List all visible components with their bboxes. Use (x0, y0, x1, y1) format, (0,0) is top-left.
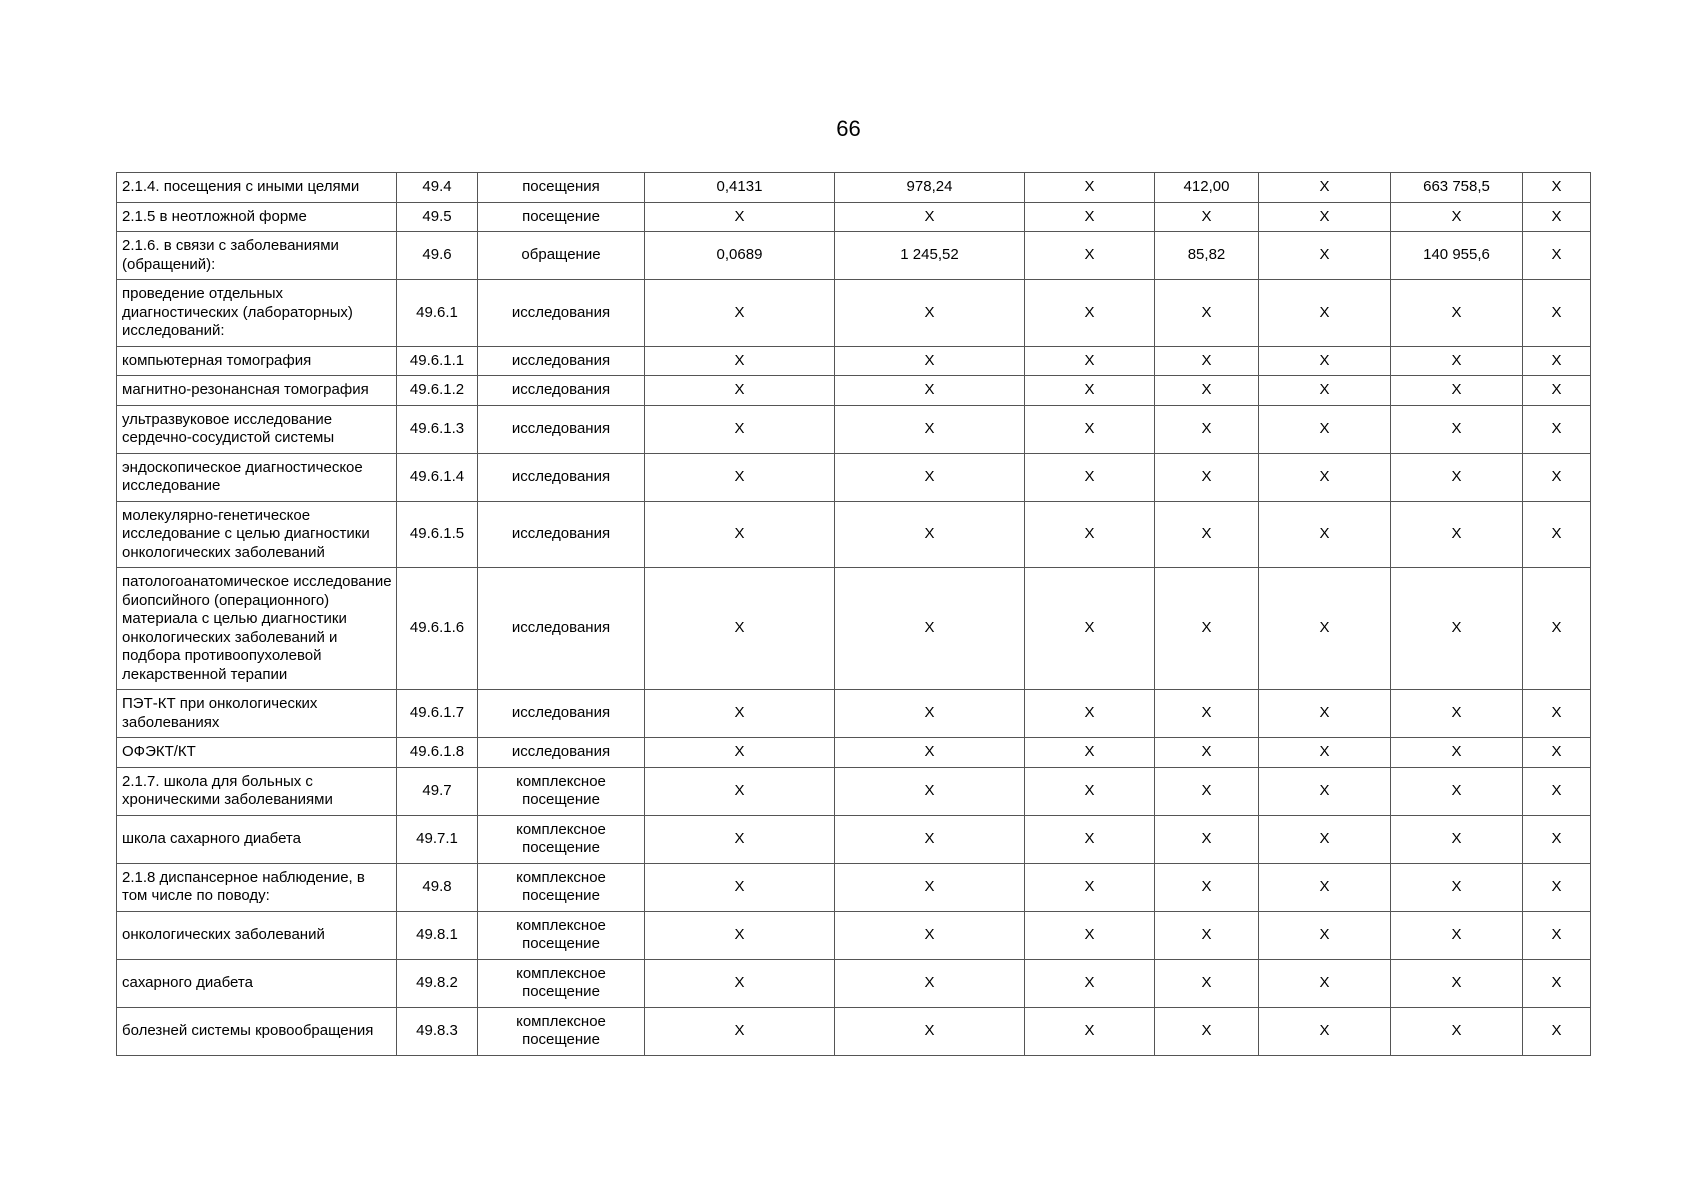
value-cell: X (1025, 767, 1155, 815)
value-cell: X (645, 863, 835, 911)
row-name-cell: молекулярно-генетическое исследование с целью диагностики онкологических заболеваний (117, 501, 397, 568)
value-cell: X (1523, 690, 1591, 738)
value-cell: X (1025, 346, 1155, 376)
row-code-cell: 49.6.1.4 (397, 453, 478, 501)
value-cell: X (1155, 959, 1259, 1007)
table-row (117, 173, 1591, 203)
value-cell: X (1259, 568, 1391, 690)
value-cell: X (645, 501, 835, 568)
value-cell: X (1025, 453, 1155, 501)
row-code-cell: 49.6.1.6 (397, 568, 478, 690)
value-cell: X (835, 280, 1025, 347)
value-cell: X (1391, 1007, 1523, 1055)
row-name-cell: патологоанатомическое исследование биопсийного (операционного) материала с целью диагностики онкологических заболеваний и подбора противоопухолевой лекарственной терапии (117, 568, 397, 690)
row-code-cell: 49.6.1 (397, 280, 478, 347)
value-cell: X (1155, 453, 1259, 501)
value-cell: X (1025, 911, 1155, 959)
table-row (117, 453, 1591, 501)
table-row (117, 959, 1591, 1007)
value-cell: X (835, 568, 1025, 690)
row-code-cell: 49.5 (397, 202, 478, 232)
value-cell: X (1155, 1007, 1259, 1055)
value-cell: X (1391, 863, 1523, 911)
value-cell: X (1259, 911, 1391, 959)
row-unit-cell: исследования (478, 280, 645, 347)
value-cell: X (645, 911, 835, 959)
value-cell: X (1523, 1007, 1591, 1055)
value-cell: X (1391, 959, 1523, 1007)
value-cell: X (1025, 232, 1155, 280)
value-cell: X (1523, 232, 1591, 280)
table-row (117, 346, 1591, 376)
table-row (117, 863, 1591, 911)
value-cell: X (1025, 202, 1155, 232)
value-cell: X (1025, 690, 1155, 738)
row-unit-cell: исследования (478, 738, 645, 768)
row-name-cell: 2.1.6. в связи с заболеваниями (обращений): (117, 232, 397, 280)
value-cell: X (1259, 405, 1391, 453)
value-cell: X (1391, 346, 1523, 376)
value-cell: X (1155, 202, 1259, 232)
row-code-cell: 49.6.1.2 (397, 376, 478, 406)
value-cell: X (1523, 280, 1591, 347)
value-cell: X (645, 280, 835, 347)
value-cell: X (1259, 280, 1391, 347)
row-unit-cell: исследования (478, 453, 645, 501)
value-cell: X (1523, 767, 1591, 815)
value-cell: X (1025, 405, 1155, 453)
value-cell: X (1155, 568, 1259, 690)
table-row (117, 568, 1591, 690)
row-unit-cell: комплексное посещение (478, 959, 645, 1007)
value-cell: X (835, 501, 1025, 568)
value-cell: X (1523, 173, 1591, 203)
value-cell: X (1259, 1007, 1391, 1055)
value-cell: X (1259, 202, 1391, 232)
value-cell: X (835, 815, 1025, 863)
value-cell: X (1523, 346, 1591, 376)
value-cell: 1 245,52 (835, 232, 1025, 280)
value-cell: X (1523, 501, 1591, 568)
value-cell: X (645, 690, 835, 738)
row-name-cell: сахарного диабета (117, 959, 397, 1007)
row-code-cell: 49.6.1.3 (397, 405, 478, 453)
value-cell: X (1025, 959, 1155, 1007)
table-body (117, 173, 1591, 1056)
value-cell: X (1523, 911, 1591, 959)
row-unit-cell: исследования (478, 405, 645, 453)
row-code-cell: 49.6.1.1 (397, 346, 478, 376)
value-cell: X (1523, 815, 1591, 863)
table-row (117, 405, 1591, 453)
row-unit-cell: комплексное посещение (478, 911, 645, 959)
value-cell: X (835, 738, 1025, 768)
row-unit-cell: посещение (478, 202, 645, 232)
value-cell: X (835, 959, 1025, 1007)
data-table (116, 172, 1591, 1056)
value-cell: X (1025, 501, 1155, 568)
row-code-cell: 49.7 (397, 767, 478, 815)
value-cell: X (1259, 346, 1391, 376)
row-name-cell: 2.1.5 в неотложной форме (117, 202, 397, 232)
value-cell: X (1259, 767, 1391, 815)
value-cell: X (1155, 767, 1259, 815)
value-cell: X (1025, 280, 1155, 347)
value-cell: X (1391, 280, 1523, 347)
row-code-cell: 49.4 (397, 173, 478, 203)
value-cell: X (1259, 959, 1391, 1007)
table-row (117, 232, 1591, 280)
row-unit-cell: исследования (478, 501, 645, 568)
row-code-cell: 49.6.1.5 (397, 501, 478, 568)
row-name-cell: ультразвуковое исследование сердечно-сосудистой системы (117, 405, 397, 453)
value-cell: 140 955,6 (1391, 232, 1523, 280)
row-name-cell: школа сахарного диабета (117, 815, 397, 863)
table-row (117, 738, 1591, 768)
value-cell: X (645, 767, 835, 815)
row-code-cell: 49.8.1 (397, 911, 478, 959)
value-cell: X (1025, 863, 1155, 911)
row-code-cell: 49.8.2 (397, 959, 478, 1007)
row-code-cell: 49.6 (397, 232, 478, 280)
row-code-cell: 49.7.1 (397, 815, 478, 863)
row-name-cell: 2.1.7. школа для больных с хроническими заболеваниями (117, 767, 397, 815)
row-code-cell: 49.6.1.8 (397, 738, 478, 768)
page-number: 66 (836, 116, 861, 141)
value-cell: X (835, 376, 1025, 406)
row-code-cell: 49.8 (397, 863, 478, 911)
value-cell: X (1155, 501, 1259, 568)
value-cell: X (835, 453, 1025, 501)
table-row (117, 501, 1591, 568)
table-row (117, 1007, 1591, 1055)
value-cell: X (1155, 738, 1259, 768)
row-name-cell: проведение отдельных диагностических (лабораторных) исследований: (117, 280, 397, 347)
value-cell: X (645, 376, 835, 406)
value-cell: X (1259, 815, 1391, 863)
value-cell: 412,00 (1155, 173, 1259, 203)
value-cell: X (1391, 202, 1523, 232)
row-unit-cell: комплексное посещение (478, 815, 645, 863)
value-cell: X (1391, 405, 1523, 453)
table-row (117, 690, 1591, 738)
value-cell: X (1391, 815, 1523, 863)
value-cell: X (645, 453, 835, 501)
value-cell: X (1155, 346, 1259, 376)
value-cell: X (1259, 173, 1391, 203)
value-cell: X (1155, 911, 1259, 959)
value-cell: X (835, 346, 1025, 376)
value-cell: 85,82 (1155, 232, 1259, 280)
row-code-cell: 49.6.1.7 (397, 690, 478, 738)
value-cell: X (835, 863, 1025, 911)
value-cell: X (1391, 568, 1523, 690)
row-name-cell: 2.1.4. посещения с иными целями (117, 173, 397, 203)
value-cell: X (645, 202, 835, 232)
value-cell: X (645, 405, 835, 453)
row-unit-cell: посещения (478, 173, 645, 203)
table-row (117, 202, 1591, 232)
table-row (117, 376, 1591, 406)
row-name-cell: ПЭТ-КТ при онкологических заболеваниях (117, 690, 397, 738)
row-unit-cell: исследования (478, 690, 645, 738)
table-row (117, 911, 1591, 959)
value-cell: X (835, 767, 1025, 815)
value-cell: X (645, 959, 835, 1007)
row-name-cell: болезней системы кровообращения (117, 1007, 397, 1055)
value-cell: 0,4131 (645, 173, 835, 203)
value-cell: 663 758,5 (1391, 173, 1523, 203)
value-cell: 0,0689 (645, 232, 835, 280)
value-cell: X (1391, 501, 1523, 568)
value-cell: X (1155, 863, 1259, 911)
value-cell: X (1259, 232, 1391, 280)
value-cell: X (1259, 690, 1391, 738)
value-cell: X (1523, 959, 1591, 1007)
row-unit-cell: исследования (478, 376, 645, 406)
value-cell: X (1391, 738, 1523, 768)
value-cell: X (835, 690, 1025, 738)
value-cell: X (835, 911, 1025, 959)
value-cell: X (1259, 738, 1391, 768)
row-name-cell: магнитно-резонансная томография (117, 376, 397, 406)
value-cell: X (1259, 501, 1391, 568)
value-cell: X (1259, 453, 1391, 501)
row-name-cell: компьютерная томография (117, 346, 397, 376)
value-cell: X (1155, 690, 1259, 738)
row-code-cell: 49.8.3 (397, 1007, 478, 1055)
value-cell: X (645, 738, 835, 768)
value-cell: X (835, 202, 1025, 232)
value-cell: X (645, 346, 835, 376)
table-row (117, 280, 1591, 347)
value-cell: X (645, 1007, 835, 1055)
table-row (117, 767, 1591, 815)
value-cell: 978,24 (835, 173, 1025, 203)
value-cell: X (1523, 376, 1591, 406)
value-cell: X (835, 405, 1025, 453)
value-cell: X (1523, 453, 1591, 501)
value-cell: X (1259, 376, 1391, 406)
row-unit-cell: комплексное посещение (478, 767, 645, 815)
value-cell: X (835, 1007, 1025, 1055)
value-cell: X (645, 568, 835, 690)
value-cell: X (1391, 690, 1523, 738)
value-cell: X (1025, 738, 1155, 768)
table-row (117, 815, 1591, 863)
row-name-cell: ОФЭКТ/КТ (117, 738, 397, 768)
row-unit-cell: исследования (478, 568, 645, 690)
row-unit-cell: комплексное посещение (478, 863, 645, 911)
value-cell: X (1523, 568, 1591, 690)
value-cell: X (1025, 1007, 1155, 1055)
value-cell: X (1523, 738, 1591, 768)
value-cell: X (1391, 376, 1523, 406)
value-cell: X (1523, 863, 1591, 911)
row-unit-cell: комплексное посещение (478, 1007, 645, 1055)
value-cell: X (1155, 280, 1259, 347)
value-cell: X (1025, 376, 1155, 406)
value-cell: X (1523, 202, 1591, 232)
value-cell: X (1025, 815, 1155, 863)
value-cell: X (1391, 911, 1523, 959)
row-name-cell: онкологических заболеваний (117, 911, 397, 959)
value-cell: X (645, 815, 835, 863)
value-cell: X (1391, 767, 1523, 815)
value-cell: X (1523, 405, 1591, 453)
row-name-cell: эндоскопическое диагностическое исследование (117, 453, 397, 501)
value-cell: X (1259, 863, 1391, 911)
value-cell: X (1155, 815, 1259, 863)
value-cell: X (1025, 568, 1155, 690)
value-cell: X (1155, 376, 1259, 406)
row-unit-cell: обращение (478, 232, 645, 280)
row-name-cell: 2.1.8 диспансерное наблюдение, в том числе по поводу: (117, 863, 397, 911)
value-cell: X (1155, 405, 1259, 453)
value-cell: X (1025, 173, 1155, 203)
row-unit-cell: исследования (478, 346, 645, 376)
value-cell: X (1391, 453, 1523, 501)
